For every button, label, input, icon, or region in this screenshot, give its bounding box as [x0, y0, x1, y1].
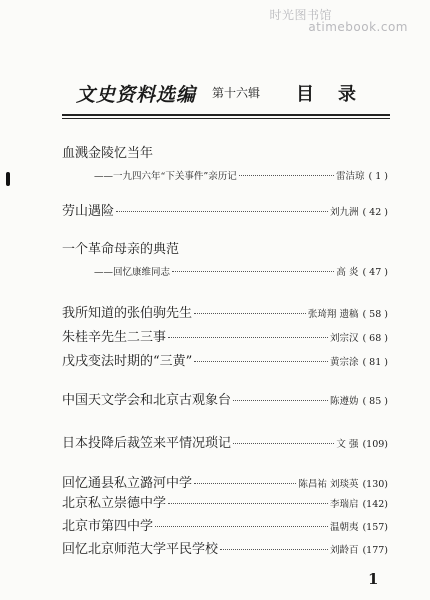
toc-entry-page: (177): [362, 545, 388, 556]
toc-entry: [62, 432, 388, 451]
toc-entry-author: 刘龄百: [329, 545, 359, 556]
dot-leader: [194, 483, 296, 484]
toc-entry: [94, 168, 388, 182]
dot-leader: [233, 400, 328, 401]
toc-entry-page: (157): [362, 522, 388, 533]
toc-entry-author: 雷洁琼: [335, 171, 365, 182]
toc-entry-author: 李瑞启: [329, 499, 359, 510]
toc-entry: [62, 302, 388, 321]
toc-entry: [62, 492, 388, 511]
toc-entry-author: 张琦翔 遗稿: [307, 309, 359, 320]
toc-entry-author: 陈昌祐 刘琰英: [298, 479, 359, 490]
dot-leader: [172, 271, 334, 272]
toc-entry-page: (130): [362, 479, 388, 490]
toc-entry-author: 黄宗涂: [329, 357, 359, 368]
toc-entry-title: 日本投降后裁笠来平情况琐记: [62, 436, 232, 451]
toc-entry-page: (109): [362, 439, 388, 450]
toc-entry-author: 高 炎: [336, 267, 359, 278]
toc-entry-page: ( 42 ): [362, 207, 388, 218]
toc-entry-title: 中国天文学会和北京古观象台: [62, 393, 232, 408]
dot-leader: [233, 443, 334, 444]
dot-leader: [194, 361, 328, 362]
toc-entry: [62, 515, 388, 534]
dot-leader: [239, 175, 334, 176]
toc-entry-title: 回忆北京师范大学平民学校: [62, 542, 219, 557]
toc-entry: [62, 472, 388, 491]
toc-entry: [94, 264, 388, 278]
page-number: 1: [368, 570, 379, 588]
dot-leader: [155, 526, 328, 527]
toc-entry: [62, 326, 388, 345]
volume-label: 第十六辑: [212, 86, 261, 100]
toc-entry-title: 北京市第四中学: [62, 519, 154, 534]
toc-entry-author: 刘宗汉: [329, 333, 359, 344]
watermark-text-url: atimebook.com: [308, 20, 408, 34]
toc-entry-page: ( 58 ): [362, 309, 388, 320]
toc-entry-title: 劳山遇险: [62, 204, 115, 219]
toc-entry-page: ( 1 ): [368, 171, 388, 182]
toc-entry-title: 回忆通县私立潞河中学: [62, 476, 193, 491]
dot-leader: [168, 503, 328, 504]
dot-leader: [194, 313, 306, 314]
dot-leader: [116, 211, 328, 212]
toc-entry-page: ( 85 ): [362, 396, 388, 407]
toc-entry-page: ( 47 ): [362, 267, 388, 278]
toc-entry-title: ——回忆康维同志: [94, 267, 171, 278]
toc-entry-page: ( 68 ): [362, 333, 388, 344]
toc-entry-title: ——一九四六年“下关事件”亲历记: [94, 171, 237, 182]
book-title: 文史资料选编: [76, 84, 197, 106]
toc-entry-heading: 一个革命母亲的典范: [62, 242, 180, 257]
toc-entry: [62, 538, 388, 557]
toc-entry: [62, 200, 388, 219]
dot-leader: [220, 549, 328, 550]
toc-entry-author: 陈遵妫: [329, 396, 359, 407]
watermark-text-cn: 时光图书馆: [269, 8, 332, 22]
toc-entry-title: 北京私立崇德中学: [62, 496, 167, 511]
toc-entry-author: 温朝夷: [329, 522, 359, 533]
toc-entry-title: 戊戌变法时期的“三黄”: [62, 354, 193, 369]
toc-entry-page: (142): [362, 499, 388, 510]
toc-title: 目录: [296, 84, 380, 105]
toc-entry-title: 朱桂辛先生二三事: [62, 330, 167, 345]
dot-leader: [168, 337, 328, 338]
toc-entry-author: 文 强: [336, 439, 359, 450]
toc-entry: [62, 389, 388, 408]
toc-entry-author: 刘九洲: [329, 207, 359, 218]
toc-entry-page: ( 81 ): [362, 357, 388, 368]
toc-entry-title: 我所知道的张伯驹先生: [62, 306, 193, 321]
toc-entry-heading: 血溅金陵忆当年: [62, 146, 154, 161]
toc-entry: [62, 350, 388, 369]
